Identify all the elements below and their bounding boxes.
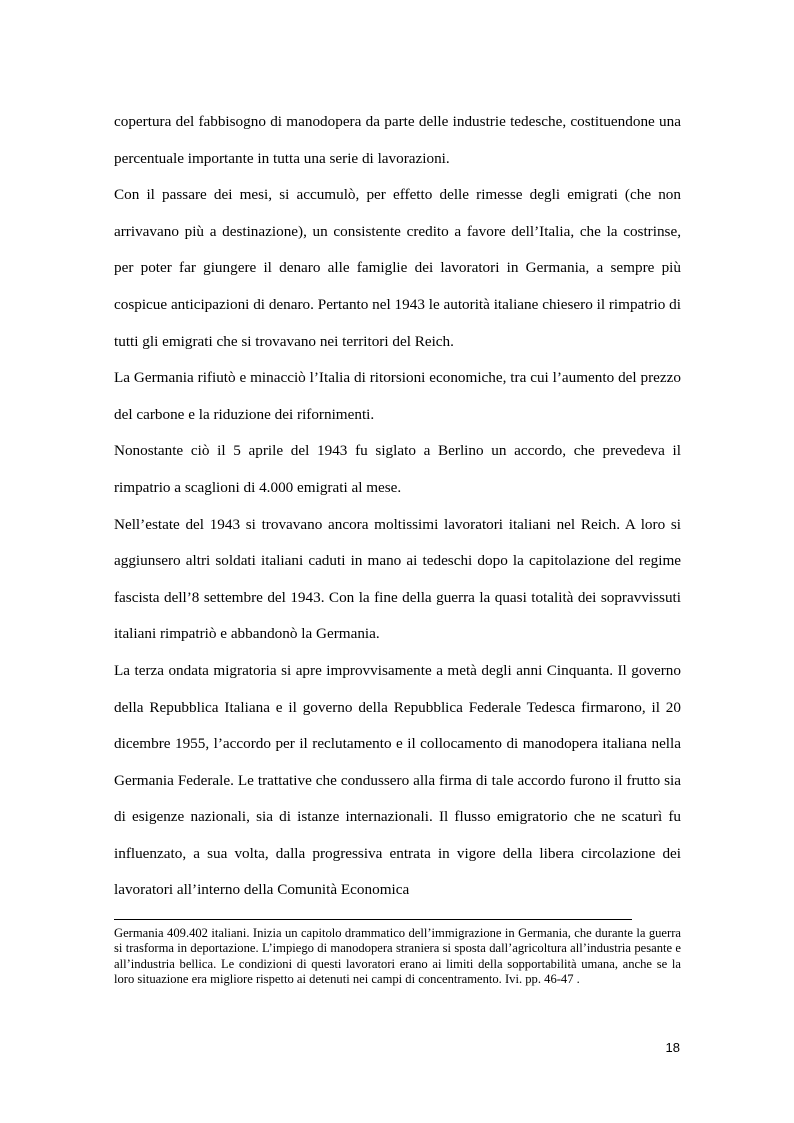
paragraph: Nonostante ciò il 5 aprile del 1943 fu siglato a Berlino un accordo, che prevedeva il rimpatrio a scaglioni di 4.000 emigrati al mese.: [114, 442, 681, 496]
paragraph: Nell’estate del 1943 si trovavano ancora moltissimi lavoratori italiani nel Reich. A loro si aggiunsero altri soldati italiani caduti in mano ai tedeschi dopo la capitolazione del regime fascista dell’8 settembre del 1943. Con la fine della guerra la quasi totalità dei sopravvissuti italiani rimpatriò e abbandonò la Germania.: [114, 515, 681, 643]
paragraph: copertura del fabbisogno di manodopera da parte delle industrie tedesche, costituendone una percentuale importante in tutta una serie di lavorazioni.: [114, 113, 681, 167]
footnote-text: Germania 409.402 italiani. Inizia un capitolo drammatico dell’immigrazione in Germania, che durante la guerra si trasforma in deportazione. L’impiego di manodopera straniera si sposta dall’agricoltura all’industria pesante e all’industria bellica. Le condizioni di questi lavoratori erano ai limiti della sopportabilità umana, anche se la loro situazione era migliore rispetto ai detenuti nei campi di concentramento. Ivi. pp. 46-47 .: [114, 926, 681, 987]
footnote-separator: [114, 919, 632, 920]
page-number: 18: [665, 1040, 680, 1055]
paragraph: La terza ondata migratoria si apre improvvisamente a metà degli anni Cinquanta. Il governo della Repubblica Italiana e il governo della Repubblica Federale Tedesca firmarono, il 20 dicembre 1955, l’accordo per il reclutamento e il collocamento di manodopera italiana nella Germania Federale. Le trattative che condussero alla firma di tale accordo furono il frutto sia di esigenze nazionali, sia di istanze internazionali. Il flusso emigratorio che ne scaturì fu influenzato, a sua volta, dalla progressiva entrata in vigore della libera circolazione dei lavoratori all’interno della Comunità Economica: [114, 661, 681, 899]
footnote: [114, 926, 681, 988]
body-text: [114, 104, 681, 909]
paragraph: Con il passare dei mesi, si accumulò, per effetto delle rimesse degli emigrati (che non arrivavano più a destinazione), un consistente credito a favore dell’Italia, che la costrinse, per poter far giungere il denaro alle famiglie dei lavoratori in Germania, a sempre più cospicue anticipazioni di denaro. Pertanto nel 1943 le autorità italiane chiesero il rimpatrio di tutti gli emigrati che si trovavano nei territori del Reich.: [114, 186, 681, 350]
paragraph: La Germania rifiutò e minacciò l’Italia di ritorsioni economiche, tra cui l’aumento del prezzo del carbone e la riduzione dei rifornimenti.: [114, 369, 681, 423]
document-page: [114, 104, 681, 988]
